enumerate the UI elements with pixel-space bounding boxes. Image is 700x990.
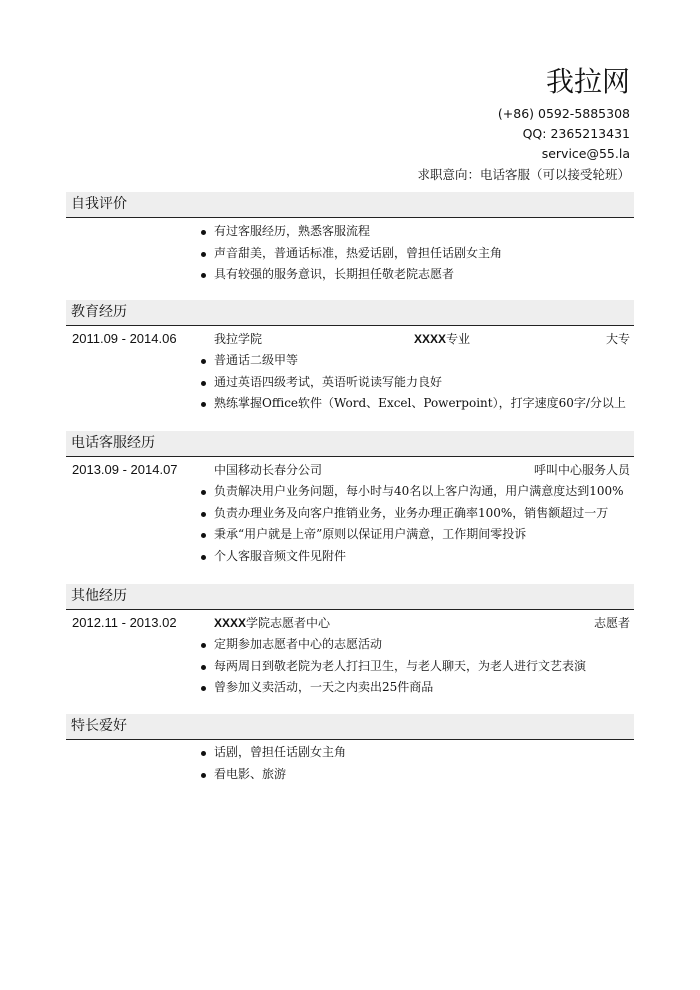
bullet-icon [201,665,206,670]
bullet-list [66,481,634,567]
list-item: 定期参加志愿者中心的志愿活动 [200,634,634,656]
list-item: 普通话二级甲等 [200,350,634,372]
resume-header [417,62,630,186]
section-title: 电话客服经历 [66,431,634,457]
degree: 大专 [605,332,630,346]
phone-number: (+86) 0592-5885308 [497,106,630,121]
qq-number: QQ: 2365213431 [522,126,630,141]
list-item: 个人客服音频文件见附件 [200,546,634,568]
email-address: service@55.la [541,146,630,161]
bullet-icon [201,643,206,648]
list-item: 看电影、旅游 [200,764,634,786]
bullet-icon [201,512,206,517]
list-item: 具有较强的服务意识，长期担任敬老院志愿者 [200,264,634,286]
list-item: 曾参加义卖活动，一天之内卖出25件商品 [200,677,634,699]
list-item: 有过客服经历，熟悉客服流程 [200,221,634,243]
section-work-experience [66,431,634,567]
list-item: 话剧，曾担任话剧女主角 [200,742,634,764]
bullet-list [66,742,634,785]
bullet-icon [201,490,206,495]
work-entry [66,459,634,567]
list-item: 负责办理业务及向客户推销业务，业务办理正确率100%，销售额超过一万 [200,503,634,525]
list-item: 负责解决用户业务问题，每小时与40名以上客户沟通，用户满意度达到100% [200,481,634,503]
section-title: 特长爱好 [66,714,634,740]
school-name: 我拉学院 [214,332,263,346]
list-item: 声音甜美，普通话标准，热爱话剧，曾担任话剧女主角 [200,243,634,265]
section-education [66,300,634,415]
job-intention: 求职意向：电话客服（可以接受轮班） [417,167,630,182]
bullet-list [66,221,634,286]
bullet-icon [201,533,206,538]
volunteer-entry [66,612,634,699]
bullet-icon [201,273,206,278]
bullet-icon [201,252,206,257]
education-entry [66,328,634,415]
entry-date: 2013.09 - 2014.07 [72,462,178,477]
bullet-list [66,350,634,415]
section-hobbies [66,714,634,785]
section-title: 自我评价 [66,192,634,218]
company-name: 中国移动长春分公司 [214,463,323,477]
role-title: 志愿者 [593,616,630,630]
bullet-icon [201,751,206,756]
section-title: 其他经历 [66,584,634,610]
major: XXXX专业 [414,332,471,346]
bullet-icon [201,230,206,235]
list-item: 每两周日到敬老院为老人打扫卫生，与老人聊天，为老人进行文艺表演 [200,656,634,678]
section-self-evaluation [66,192,634,286]
bullet-icon [201,381,206,386]
section-title: 教育经历 [66,300,634,326]
entry-date: 2012.11 - 2013.02 [72,615,177,630]
bullet-icon [201,686,206,691]
bullet-icon [201,402,206,407]
entry-date: 2011.09 - 2014.06 [72,331,177,346]
list-item: 通过英语四级考试，英语听说读写能力良好 [200,372,634,394]
list-item: 秉承“用户就是上帝”原则以保证用户满意，工作期间零投诉 [200,524,634,546]
bullet-icon [201,773,206,778]
bullet-icon [201,555,206,560]
bullet-icon [201,359,206,364]
list-item: 熟练掌握Office软件（Word、Excel、Powerpoint），打字速度60字/分以上 [200,393,634,415]
bullet-list [66,634,634,699]
section-other-experience [66,584,634,699]
position-title: 呼叫中心服务人员 [533,463,630,477]
organization-name: XXXX学院志愿者中心 [214,616,331,630]
candidate-name: 我拉网 [545,65,630,98]
